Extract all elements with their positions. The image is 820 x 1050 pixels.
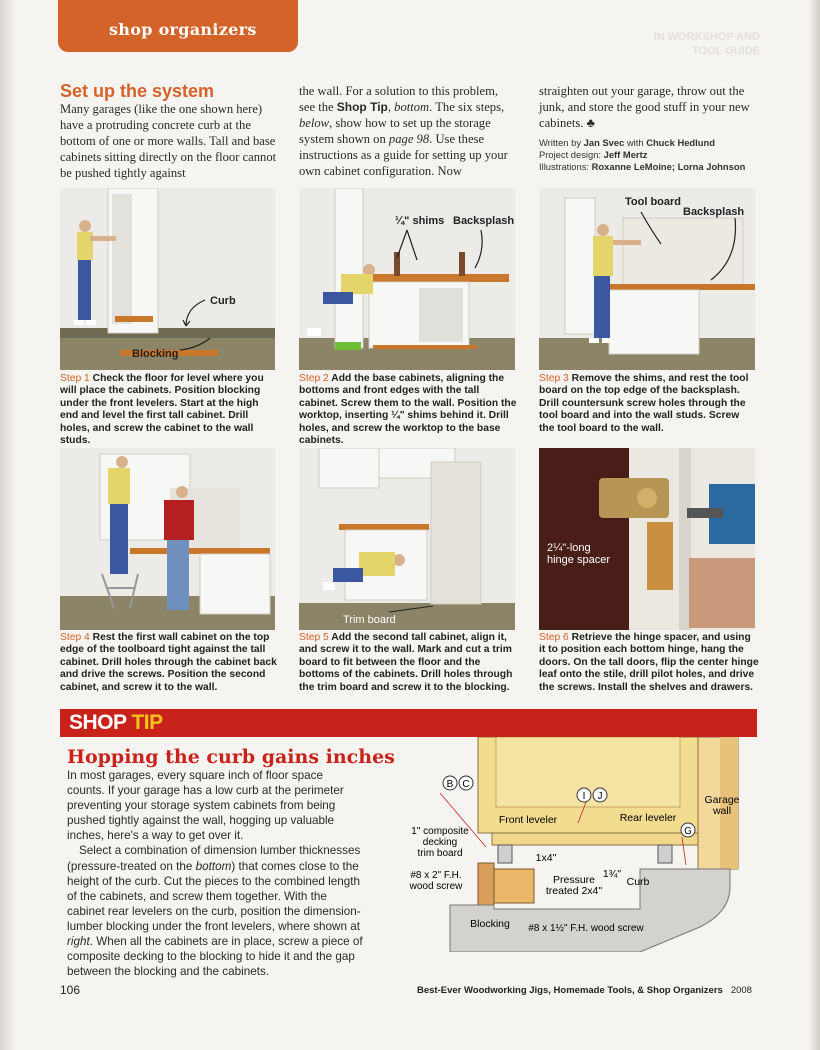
step-2-photo: [299, 188, 515, 370]
step-4-illustration: [60, 448, 275, 630]
label-shims: ¼" shims: [395, 215, 445, 227]
step-label: Step 2: [299, 373, 329, 384]
intro-paragraph-3: [539, 83, 757, 131]
credit-line-design: [539, 149, 757, 161]
curb-blocking-diagram: [400, 737, 757, 952]
step-label: Step 3: [539, 373, 569, 384]
page-number: 106: [60, 983, 81, 997]
shop-tip-heading: Hopping the curb gains inches: [67, 746, 395, 768]
credit-name: Jan Svec: [583, 137, 625, 148]
step-5-caption: [299, 632, 519, 694]
label-trim-board: Trim board: [343, 614, 396, 626]
label-blocking: Blocking: [470, 918, 510, 930]
credit-line-writer: [539, 137, 757, 149]
shop-tip-reference: Shop Tip: [336, 100, 388, 114]
label-screw-1b: wood screw: [409, 881, 463, 892]
shop-tip-bar: [60, 709, 757, 737]
step-text: Remove the shims, and rest the tool board on the top edge of the backsplash. Drill countersunk screw holes through the tool board and into the wall studs. Screw the tool board to the wall.: [539, 373, 749, 434]
label-screw-2: #8 x 1½" F.H. wood screw: [528, 923, 644, 934]
label-curb-height: 1¾": [602, 868, 622, 880]
label-composite-2: decking: [422, 837, 458, 848]
label-pressure-1: Pressure: [552, 874, 596, 886]
intro-column-2: [299, 83, 517, 179]
text-run: . When all the cabinets are in place, screw a piece of composite decking to the blocking to hide it and the gap between the blocking and the cabinets.: [67, 935, 363, 979]
intro-paragraph-1: Many garages (like the one shown here) have a protruding concrete curb at the bottom of one or more walls. Tall and base cabinets sitting directly on the floor cannot be pushed tightly against: [60, 102, 277, 180]
credit-label: Illustrations:: [539, 161, 590, 172]
bleed-through-text: IN WORKSHOP AND TOOL GUIDE: [653, 31, 760, 57]
text-run: . The six steps,: [429, 100, 505, 114]
step-3-caption: [539, 373, 757, 435]
callout-i: I: [582, 791, 586, 802]
step-text: Rest the first wall cabinet on the top edge of the toolboard tight against the tall cabinet. Drill holes through the cabinet back and drive the screws. Position the second cabinet, and screw it to the wall.: [60, 632, 277, 693]
label-composite-1: 1" composite: [411, 826, 469, 837]
footer-year: 2008: [730, 985, 752, 996]
label-rear-leveler: Rear leveler: [619, 812, 677, 824]
step-text: Retrieve the hinge spacer, and using it to position each bottom hinge, hang the doors. On the tall doors, flip the center hinge leaf onto the stile, drill pilot holes, and drive the screws. Install the shelves and drawers.: [539, 632, 759, 693]
step-text: Check the floor for level where you will place the cabinets. Position blocking under the front levelers. Start at the high end and level the first tall cabinet. Drill holes, and screw the cabinet to the wall studs.: [60, 373, 264, 447]
page-edge: [810, 0, 820, 1050]
text-run: . Use these instructions as a guide for setting up your own cabinet configuration. Now: [299, 132, 508, 178]
shop-tip-label-shop: SHOP: [69, 711, 127, 734]
shop-tip-paragraph-1: In most garages, every square inch of floor space counts. If your garage has a low curb at the perimeter preventing your storage system cabinets from being pushed tightly against the wall, hogging up valuable inches, here's a way to get over it.: [67, 769, 344, 843]
step-2-caption: [299, 373, 519, 447]
label-hinge-spacer-2: hinge spacer: [547, 554, 610, 566]
label-backsplash-3: Backsplash: [683, 206, 745, 218]
label-garage-2: wall: [712, 805, 732, 817]
label-curb: Curb: [210, 295, 236, 307]
label-backsplash: Backsplash: [453, 215, 515, 227]
label-blocking: Blocking: [132, 348, 179, 360]
intro-column-1: [60, 82, 278, 181]
text-run: bottom: [195, 859, 232, 873]
credits: [539, 137, 757, 173]
page-reference: page 98: [388, 132, 430, 146]
step-5-photo: [299, 448, 515, 630]
label-screw-1a: #8 x 2" F.H.: [410, 870, 462, 881]
step-4-photo: [60, 448, 275, 630]
callout-g: G: [684, 826, 692, 837]
label-hinge-spacer-1: 2¼"-long: [547, 542, 591, 554]
intro-heading: Set up the system: [60, 81, 215, 101]
label-pressure-2: treated 2x4": [545, 885, 603, 897]
credit-name: Jeff Mertz: [603, 149, 648, 160]
step-text: Add the second tall cabinet, align it, and screw it to the wall. Mark and cut a trim board to fit between the floor and the bottoms of the cabinets. Drill holes through the trim board and screw it to the blocking.: [299, 632, 513, 693]
text-run: straighten out your garage, throw out the junk, and store the good stuff in your new cabinets.: [539, 84, 750, 130]
step-label: Step 4: [60, 632, 90, 643]
label-curb: Curb: [626, 876, 650, 888]
intro-paragraph-2: [299, 83, 517, 179]
step-4-caption: [60, 632, 278, 694]
step-6-photo: [539, 448, 755, 630]
text-run: ) that comes close to the height of the curb. Cut the pieces to the combined length of the cabinets, and screw them together. With the cabinet rear levelers on the curb, position the dimension-lumber blocking under the front levelers, where shown at: [67, 859, 361, 933]
label-1x4: 1x4": [535, 852, 557, 864]
step-label: Step 6: [539, 632, 569, 643]
step-6-illustration: [539, 448, 755, 630]
callout-b: B: [446, 779, 454, 790]
step-1-caption: [60, 373, 278, 447]
label-garage-1: Garage: [704, 794, 740, 806]
step-1-photo: [60, 188, 275, 370]
step-6-caption: [539, 632, 759, 694]
credit-label: with: [626, 137, 644, 148]
credit-line-illustrations: [539, 161, 757, 173]
step-1-illustration: [60, 188, 275, 370]
label-composite-3: trim board: [417, 848, 463, 859]
text-run: ,: [387, 100, 395, 114]
intro-column-3: [539, 83, 757, 173]
shop-tip-label-tip: TIP: [131, 711, 163, 734]
text-run: Select a combination of dimension lumber thicknesses (pressure-treated on the: [67, 844, 361, 873]
footer-title: [417, 985, 752, 996]
text-run: the wall. For a solution to this problem, see the: [299, 84, 499, 114]
shop-tip-label: [69, 711, 163, 735]
callout-j: J: [597, 791, 603, 802]
text-run: , show how to set up the storage system shown on: [299, 116, 491, 146]
credit-label: Written by: [539, 137, 582, 148]
text-run: below: [299, 116, 330, 130]
step-3-photo: [539, 188, 755, 370]
step-label: Step 5: [299, 632, 329, 643]
shop-tip-paragraph-2: [67, 843, 363, 979]
page-gutter: [0, 0, 14, 1050]
shop-tip-body: [67, 768, 363, 979]
text-run: bottom: [394, 100, 430, 114]
end-mark-icon: ♣: [586, 116, 595, 130]
section-tab: shop organizers: [58, 0, 298, 52]
label-tool-board: Tool board: [625, 196, 682, 208]
step-text: Add the base cabinets, aligning the bottoms and front edges with the tall cabinet. Screw them to the wall. Position the worktop, inserting ¼" shims behind it. Drill holes, and screw the worktop to the base cabinets.: [299, 373, 517, 447]
credit-name: Roxanne LeMoine; Lorna Johnson: [591, 161, 746, 172]
footer-title-text: Best-Ever Woodworking Jigs, Homemade Tools, & Shop Organizers: [417, 985, 723, 996]
step-5-illustration: [299, 448, 515, 630]
step-label: Step 1: [60, 373, 90, 384]
callout-c: C: [462, 779, 470, 790]
credit-label: Project design:: [539, 149, 602, 160]
label-front-leveler: Front leveler: [498, 814, 558, 826]
credit-name: Chuck Hedlund: [646, 137, 715, 148]
text-run: right: [67, 935, 90, 949]
